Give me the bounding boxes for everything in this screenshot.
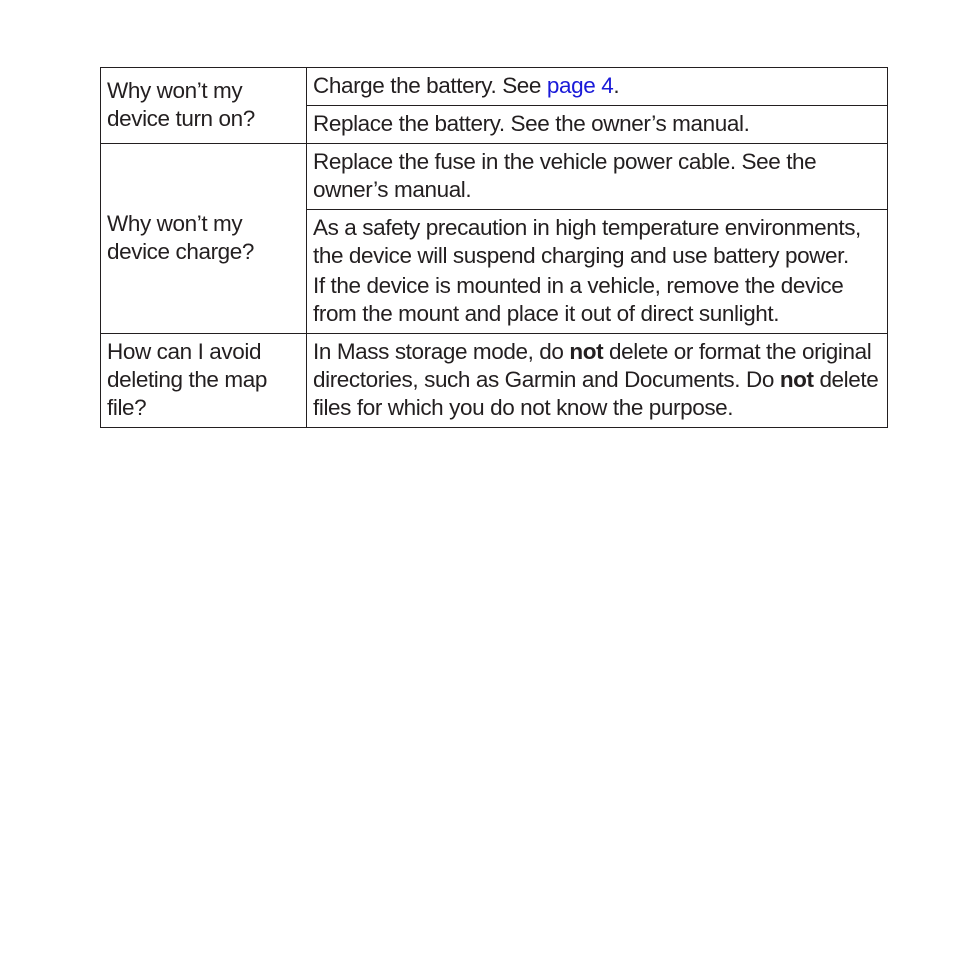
answer-cell-safety-precaution	[307, 210, 888, 334]
answer-cell-replace-battery	[307, 106, 888, 144]
answer-text: delete files for which you do not know the purpose.	[313, 367, 879, 420]
question-text: Why won’t my device charge?	[107, 211, 255, 264]
answer-paragraph: As a safety precaution in high temperature environments, the device will suspend charging and use battery power.	[313, 215, 861, 268]
question-text: Why won’t my device turn on?	[107, 78, 255, 131]
troubleshooting-table	[100, 67, 888, 428]
answer-text-end: .	[613, 73, 620, 98]
question-cell-charge	[101, 144, 307, 334]
table-row	[101, 144, 888, 210]
emphasis-not: not	[569, 339, 604, 364]
emphasis-not: not	[779, 367, 814, 392]
question-cell-map-file	[101, 334, 307, 428]
answer-text: delete or format the original directories, such as Garmin and Documents. Do	[313, 339, 872, 392]
answer-text: Replace the fuse in the vehicle power cable. See the owner’s manual.	[313, 149, 817, 202]
table-row	[101, 68, 888, 106]
answer-text: Replace the battery. See the owner’s manual.	[313, 111, 750, 136]
answer-text: In Mass storage mode, do	[313, 339, 570, 364]
answer-text: Charge the battery. See	[313, 73, 547, 98]
answer-cell-charge-battery	[307, 68, 888, 106]
page-link[interactable]: page 4	[546, 73, 614, 98]
answer-cell-mass-storage	[307, 334, 888, 428]
question-cell-turn-on	[101, 68, 307, 144]
answer-cell-replace-fuse	[307, 144, 888, 210]
answer-paragraph: If the device is mounted in a vehicle, remove the device from the mount and place it out of direct sunlight.	[313, 273, 844, 326]
question-text: How can I avoid deleting the map file?	[107, 339, 267, 420]
table-row	[101, 334, 888, 428]
